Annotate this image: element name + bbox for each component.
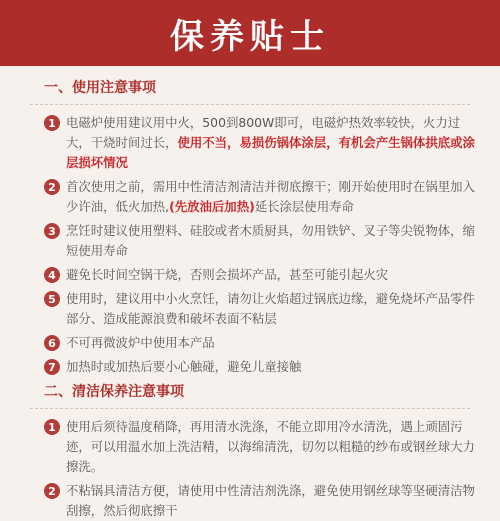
item-text (66, 333, 215, 353)
cleaning-list (0, 417, 500, 521)
item-text-normal: 电磁炉使用建议用中火，500到800W即可，电磁炉热效率较快，火力过大，干烧时间过长， (66, 115, 461, 150)
number-badge-icon: 1 (44, 419, 60, 435)
item-text-highlight: (先放油后加热) (169, 199, 255, 214)
section-title-cleaning: 二、清洁保养注意事项 (44, 384, 184, 400)
item-text (66, 177, 476, 217)
number-badge-icon: 4 (44, 267, 60, 283)
usage-list (0, 113, 500, 377)
item-text-normal: 使用时，建议用中小火烹饪，请勿让火焰超过锅底边缘，避免烧坏产品零件部分、造成能源浪费和破坏表面不粘层 (66, 291, 475, 326)
number-badge-icon: 7 (44, 359, 60, 375)
item-text (66, 113, 476, 173)
list-item (0, 177, 500, 217)
section-title-usage: 一、使用注意事项 (44, 80, 156, 96)
item-text-normal: 不粘锅具清洁方便，请使用中性清洁剂洗涤，避免使用钢丝球等坚硬清洁物刮擦，然后彻底擦干 (66, 483, 475, 518)
list-item (0, 417, 500, 477)
list-item (0, 113, 500, 173)
item-text-normal: 首次使用之前，需用中性清洁剂清洁并彻底擦干；刚开始使用时在锅里加入少许油，低火加热, (66, 179, 475, 214)
item-text-tail: 延长涂层使用寿命 (254, 199, 354, 214)
item-text (66, 265, 388, 285)
list-item (0, 333, 500, 353)
item-text (66, 417, 476, 477)
number-badge-icon: 2 (44, 483, 60, 499)
item-text (66, 221, 476, 261)
number-badge-icon: 6 (44, 335, 60, 351)
list-item (0, 357, 500, 377)
item-text (66, 357, 301, 377)
list-item (0, 289, 500, 329)
item-text-normal: 使用后须待温度稍降，再用清水洗涤，不能立即用冷水清洗，遇上顽固污迹，可以用温水加上洗洁精，以海绵清洗，切勿以粗糙的纱布或钢丝球大力擦洗。 (66, 419, 475, 474)
item-text (66, 289, 476, 329)
item-text-highlight: 使用不当，易损伤锅体涂层，有机会产生锅体拱底或涂层损坏情况 (66, 135, 475, 170)
item-text-normal: 避免长时间空锅干烧，否则会损坏产品，甚至可能引起火灾 (66, 267, 389, 282)
number-badge-icon: 3 (44, 223, 60, 239)
page-title: 保养贴士 (170, 16, 330, 57)
header-banner (0, 0, 500, 66)
item-text-normal: 加热时或加热后要小心触碰，避免儿童接触 (66, 359, 302, 374)
item-text-normal: 不可再微波炉中使用本产品 (66, 335, 215, 350)
number-badge-icon: 1 (44, 115, 60, 131)
number-badge-icon: 2 (44, 179, 60, 195)
list-item (0, 221, 500, 261)
list-item (0, 481, 500, 521)
list-item (0, 265, 500, 285)
item-text (66, 481, 476, 521)
item-text-normal: 烹饪时建议使用塑料、硅胶或者木质厨具，勿用铁铲、叉子等尖锐物体，缩短使用寿命 (66, 223, 475, 258)
number-badge-icon: 5 (44, 291, 60, 307)
